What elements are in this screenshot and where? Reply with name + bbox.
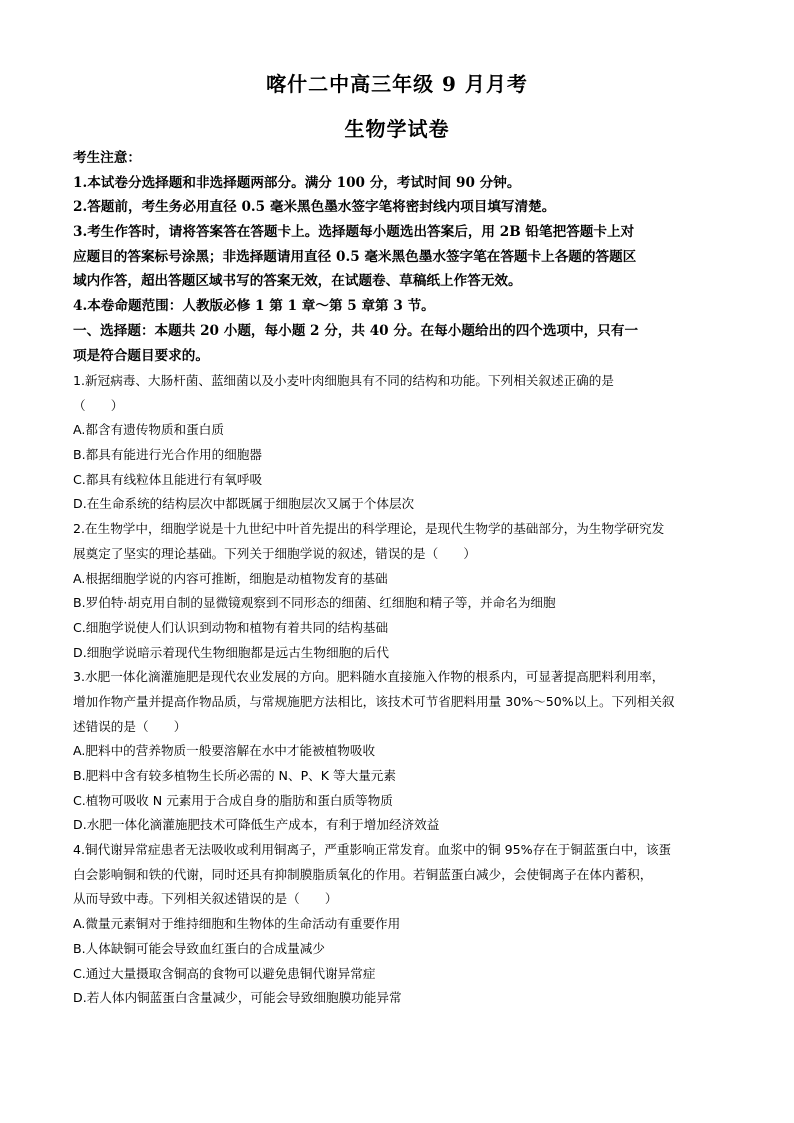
notice-heading: 考生注意： [73,150,141,166]
notice-line: 3.考生作答时，请将答案答在答题卡上。选择题每小题选出答案后，用 2B 铅笔把答题卡上对 [73,224,635,241]
answer-option: B.人体缺铜可能会导致血红蛋白的合成量减少 [73,940,325,956]
notice-line: 2.答题前，考生务必用直径 0.5 毫米黑色墨水签字笔将密封线内项目填写清楚。 [73,199,556,216]
question-stem: 展奠定了坚实的理论基础。下列关于细胞学说的叙述，错误的是（ ） [73,545,476,561]
section-heading: 一、选择题：本题共 20 小题，每小题 2 分，共 40 分。在每小题给出的四个选项中，只有一 [73,322,639,339]
notice-line: 1.本试卷分选择题和非选择题两部分。满分 100 分，考试时间 90 分钟。 [73,174,521,191]
answer-option: C.都具有线粒体且能进行有氧呼吸 [73,471,263,487]
question-stem: 3.水肥一体化滴灌施肥是现代农业发展的方向。肥料随水直接施入作物的根系内，可显著提高肥料利用率， [73,669,665,685]
question-stem: 述错误的是（ ） [73,718,187,734]
answer-option: B.罗伯特·胡克用自制的显微镜观察到不同形态的细菌、红细胞和精子等，并命名为细胞 [73,595,556,611]
notice-section [73,146,733,368]
answer-option: B.都具有能进行光合作用的细胞器 [73,447,262,463]
question-stem: 白会影响铜和铁的代谢，同时还具有抑制膜脂质氧化的作用。若铜蓝蛋白减少，会使铜离子在体内蓄积， [73,866,653,882]
question-stem: 2.在生物学中，细胞学说是十九世纪中叶首先提出的科学理论，是现代生物学的基础部分，为生物学研究发 [73,521,665,537]
answer-blank: （ ） [73,397,124,413]
notice-line: 4.本卷命题范围：人教版必修 1 第 1 章～第 5 章第 3 节。 [73,298,435,315]
question-stem: 4.铜代谢异常症患者无法吸收或利用铜离子，严重影响正常发育。血浆中的铜 95%存在于铜蓝蛋白中，该蛋 [73,842,672,858]
answer-option: A.都含有遗传物质和蛋白质 [73,422,224,438]
question-stem: 从而导致中毒。下列相关叙述错误的是（ ） [73,891,338,907]
answer-option: C.细胞学说使人们认识到动物和植物有着共同的结构基础 [73,619,389,635]
answer-option: C.通过大量摄取含铜高的食物可以避免患铜代谢异常症 [73,965,376,981]
exam-title: 喀什二中高三年级 9 月月考 [266,72,528,96]
section-heading: 项是符合题目要求的。 [73,347,209,364]
answer-option: A.根据细胞学说的内容可推断，细胞是动植物发育的基础 [73,570,388,586]
answer-option: D.水肥一体化滴灌施肥技术可降低生产成本，有利于增加经济效益 [73,817,440,833]
questions-section [73,369,733,1011]
answer-option: D.若人体内铜蓝蛋白含量减少，可能会导致细胞膜功能异常 [73,990,402,1006]
question-stem: 增加作物产量并提高作物品质，与常规施肥方法相比，该技术可节省肥料用量 30%～50%以上。下列相关叙 [73,693,675,709]
answer-option: A.肥料中的营养物质一般要溶解在水中才能被植物吸收 [73,743,376,759]
answer-option: D.细胞学说暗示着现代生物细胞都是远古生物细胞的后代 [73,644,389,660]
answer-option: B.肥料中含有较多植物生长所必需的 N、P、K 等大量元素 [73,768,396,783]
notice-line: 域内作答，超出答题区域书写的答案无效，在试题卷、草稿纸上作答无效。 [73,273,522,290]
question-stem: 1.新冠病毒、大肠杆菌、蓝细菌以及小麦叶肉细胞具有不同的结构和功能。下列相关叙述正确的是 [73,373,614,388]
notice-line: 应题目的答案标号涂黑；非选择题请用直径 0.5 毫米黑色墨水签字笔在答题卡上各题的答题区 [73,248,637,265]
answer-option: D.在生命系统的结构层次中都既属于细胞层次又属于个体层次 [73,496,415,512]
exam-subject-title: 生物学试卷 [344,117,450,141]
answer-option: C.植物可吸收 N 元素用于合成自身的脂肪和蛋白质等物质 [73,792,393,808]
answer-option: A.微量元素铜对于维持细胞和生物体的生命活动有重要作用 [73,916,401,932]
